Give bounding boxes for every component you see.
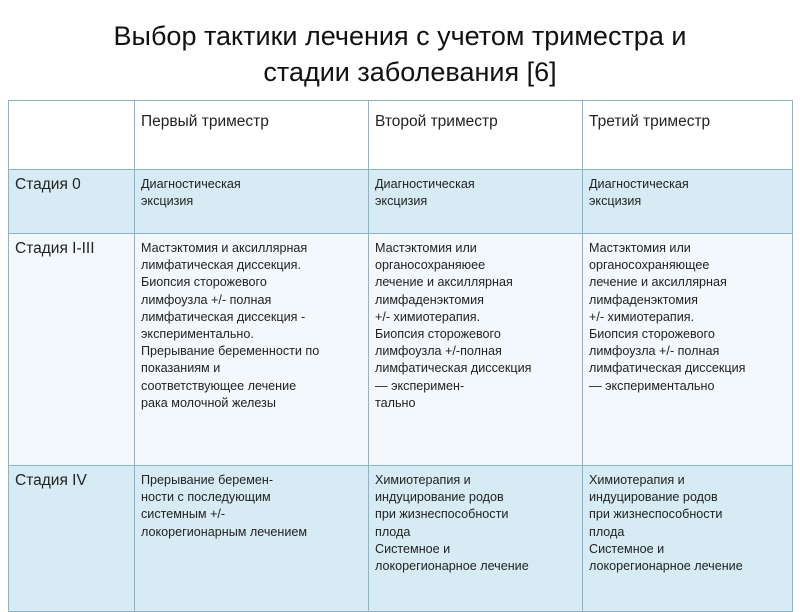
title-line-2: стадии заболевания [6] — [263, 57, 557, 87]
stage-label: Стадия I-III — [9, 234, 135, 466]
table-row-stage-iv — [9, 466, 793, 612]
table-cell: Химиотерапия и индуцирование родов при жизнеспособности плода Системное и локорегионарное лечение — [369, 466, 583, 612]
header-first-trimester: Первый триместр — [135, 101, 369, 170]
page-title — [0, 18, 800, 90]
table-header-row — [9, 101, 793, 170]
table-row-stage-i-iii — [9, 234, 793, 466]
treatment-table — [8, 100, 793, 612]
table-cell: Диагностическая эксцизия — [135, 170, 369, 234]
stage-label: Стадия 0 — [9, 170, 135, 234]
header-corner-cell — [9, 101, 135, 170]
table-cell: Диагностическая эксцизия — [583, 170, 793, 234]
stage-label: Стадия IV — [9, 466, 135, 612]
header-second-trimester: Второй триместр — [369, 101, 583, 170]
table-cell: Мастэктомия или органосохраняюее лечение и аксиллярная лимфаденэктомия +/- химиотерапия. Биопсия сторожевого лимфоузла +/-полная лимфатическая диссекция — эксперимен- тально — [369, 234, 583, 466]
title-line-1: Выбор тактики лечения с учетом триместра и — [113, 21, 687, 51]
table-row-stage-0 — [9, 170, 793, 234]
table-cell: Мастэктомия и аксиллярная лимфатическая диссекция. Биопсия сторожевого лимфоузла +/- полная лимфатическая диссекция - экспериментально. Прерывание беременности по показаниям и соответствующее лечение рака молочной железы — [135, 234, 369, 466]
header-third-trimester: Третий триместр — [583, 101, 793, 170]
table-cell: Химиотерапия и индуцирование родов при жизнеспособности плода Системное и локорегионарное лечение — [583, 466, 793, 612]
table-cell: Прерывание беремен- ности с последующим системным +/- локорегионарным лечением — [135, 466, 369, 612]
table-cell: Диагностическая эксцизия — [369, 170, 583, 234]
table-cell: Мастэктомия или органосохраняющее лечение и аксиллярная лимфаденэктомия +/- химиотерапия. Биопсия сторожевого лимфоузла +/- полная лимфатическая диссекция — экспериментально — [583, 234, 793, 466]
